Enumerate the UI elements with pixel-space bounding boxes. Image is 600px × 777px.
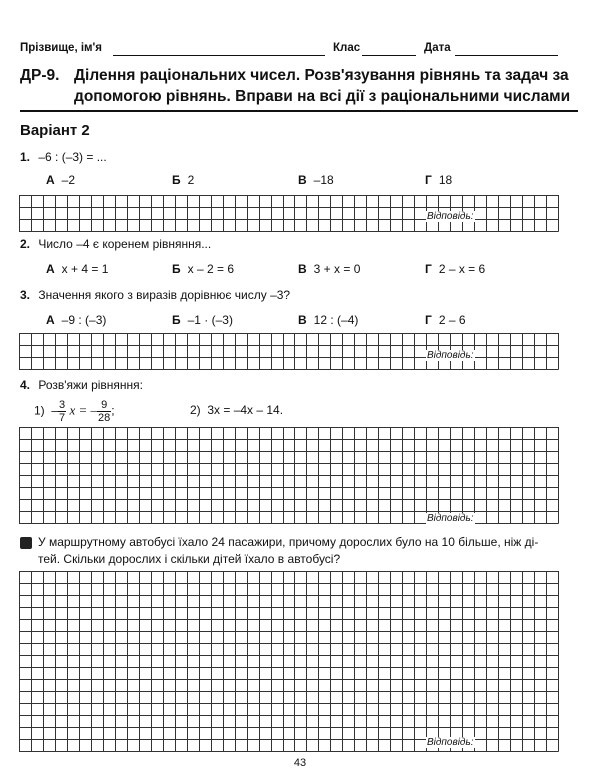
option-value: –9 : (–3) — [61, 313, 107, 327]
option-letter: А — [46, 313, 55, 327]
fraction-denominator: 28 — [98, 412, 111, 424]
q2-option-b[interactable] — [172, 262, 234, 276]
name-field[interactable] — [113, 55, 325, 56]
page-number: 43 — [293, 757, 307, 769]
class-field[interactable] — [362, 55, 416, 56]
option-value: –18 — [313, 173, 334, 187]
fraction-numerator: 3 — [59, 399, 66, 411]
answer-label-1: Відповідь: — [427, 211, 474, 222]
equation-2-text: 3x = –4x – 14. — [207, 403, 284, 417]
option-value: 18 — [438, 173, 453, 187]
question-3-number: 3. — [20, 288, 31, 302]
q1-option-a[interactable] — [46, 173, 75, 187]
answer-grid-5[interactable] — [20, 572, 559, 752]
option-letter: Г — [425, 262, 432, 276]
q2-option-a[interactable] — [46, 262, 108, 276]
answer-grid-3[interactable] — [20, 334, 559, 370]
name-label: Прізвище, ім'я — [20, 42, 102, 54]
question-5 — [38, 534, 538, 568]
date-label: Дата — [424, 42, 451, 54]
question-5-line-1: У маршрутному автобусі їхало 24 пасажири, причому дорослих було на 10 більше, ніж ді- — [38, 535, 539, 549]
grid-lines — [19, 333, 559, 370]
option-letter: В — [298, 173, 307, 187]
option-letter: А — [46, 262, 55, 276]
equation-1-end: ; — [111, 403, 115, 418]
answer-grid-4[interactable] — [20, 428, 559, 524]
grid-lines — [19, 571, 559, 752]
answer-label-4: Відповідь: — [427, 513, 474, 524]
option-value: 2 – 6 — [438, 313, 466, 327]
fraction-denominator: 7 — [59, 412, 66, 424]
option-value: 2 – x = 6 — [438, 262, 486, 276]
question-2-text: Число –4 є коренем рівняння... — [38, 237, 212, 251]
question-1-number: 1. — [20, 150, 31, 164]
title-line-1: Ділення раціональних чисел. Розв'язування рівнянь та задач за — [74, 67, 569, 84]
option-letter: В — [298, 262, 307, 276]
equation-2 — [190, 403, 283, 417]
option-value: x + 4 = 1 — [61, 262, 109, 276]
question-5-line-2: тей. Скільки дорослих і скільки дітей їхало в автобусі? — [38, 552, 341, 566]
question-4 — [20, 378, 143, 392]
equation-1-middle: x = – — [69, 402, 98, 418]
q1-option-b[interactable] — [172, 173, 194, 187]
equation-1-label: 1) — [34, 403, 45, 418]
fraction-9-28 — [97, 399, 111, 424]
option-letter: В — [298, 313, 307, 327]
equation-1-minus: – — [51, 403, 59, 418]
answer-label-5: Відповідь: — [427, 737, 474, 748]
question-4-number: 4. — [20, 378, 31, 392]
question-3 — [20, 288, 290, 302]
variant-heading: Варіант 2 — [20, 122, 90, 139]
q3-option-b[interactable] — [172, 313, 233, 327]
title-divider — [20, 110, 578, 112]
date-field[interactable] — [455, 55, 558, 56]
grid-lines — [19, 427, 559, 524]
question-1-text: –6 : (–3) = ... — [38, 150, 107, 164]
option-value: 2 — [187, 173, 195, 187]
question-1 — [20, 150, 107, 164]
title-line-2: допомогою рівнянь. Вправи на всі дії з раціональними числами — [74, 88, 571, 105]
q1-option-d[interactable] — [425, 173, 452, 187]
title-code: ДР-9. — [20, 67, 60, 84]
q2-option-d[interactable] — [425, 262, 485, 276]
question-2-number: 2. — [20, 237, 31, 251]
equation-2-label: 2) — [190, 403, 201, 417]
q2-option-c[interactable] — [298, 262, 360, 276]
grid-lines — [19, 195, 559, 232]
q1-option-c[interactable] — [298, 173, 334, 187]
star-question-marker-icon — [20, 537, 32, 549]
question-2 — [20, 237, 211, 251]
option-value: –2 — [61, 173, 76, 187]
question-3-text: Значення якого з виразів дорівнює числу –3? — [38, 288, 291, 302]
option-letter: Б — [172, 313, 181, 327]
option-value: 3 + x = 0 — [313, 262, 361, 276]
answer-label-3: Відповідь: — [427, 350, 474, 361]
option-letter: Б — [172, 173, 181, 187]
option-letter: Г — [425, 313, 432, 327]
q3-option-a[interactable] — [46, 313, 106, 327]
option-value: –1 · (–3) — [187, 313, 233, 327]
q3-option-d[interactable] — [425, 313, 466, 327]
option-value: x – 2 = 6 — [187, 262, 234, 276]
answer-grid-1[interactable] — [20, 196, 559, 232]
question-4-text: Розв'яжи рівняння: — [38, 378, 144, 392]
fraction-numerator: 9 — [97, 399, 111, 412]
option-letter: А — [46, 173, 55, 187]
option-letter: Б — [172, 262, 181, 276]
q3-option-c[interactable] — [298, 313, 358, 327]
option-letter: Г — [425, 173, 432, 187]
option-value: 12 : (–4) — [313, 313, 359, 327]
fraction-3-7 — [58, 399, 66, 424]
equation-1 — [34, 399, 115, 424]
class-label: Клас — [333, 42, 361, 54]
